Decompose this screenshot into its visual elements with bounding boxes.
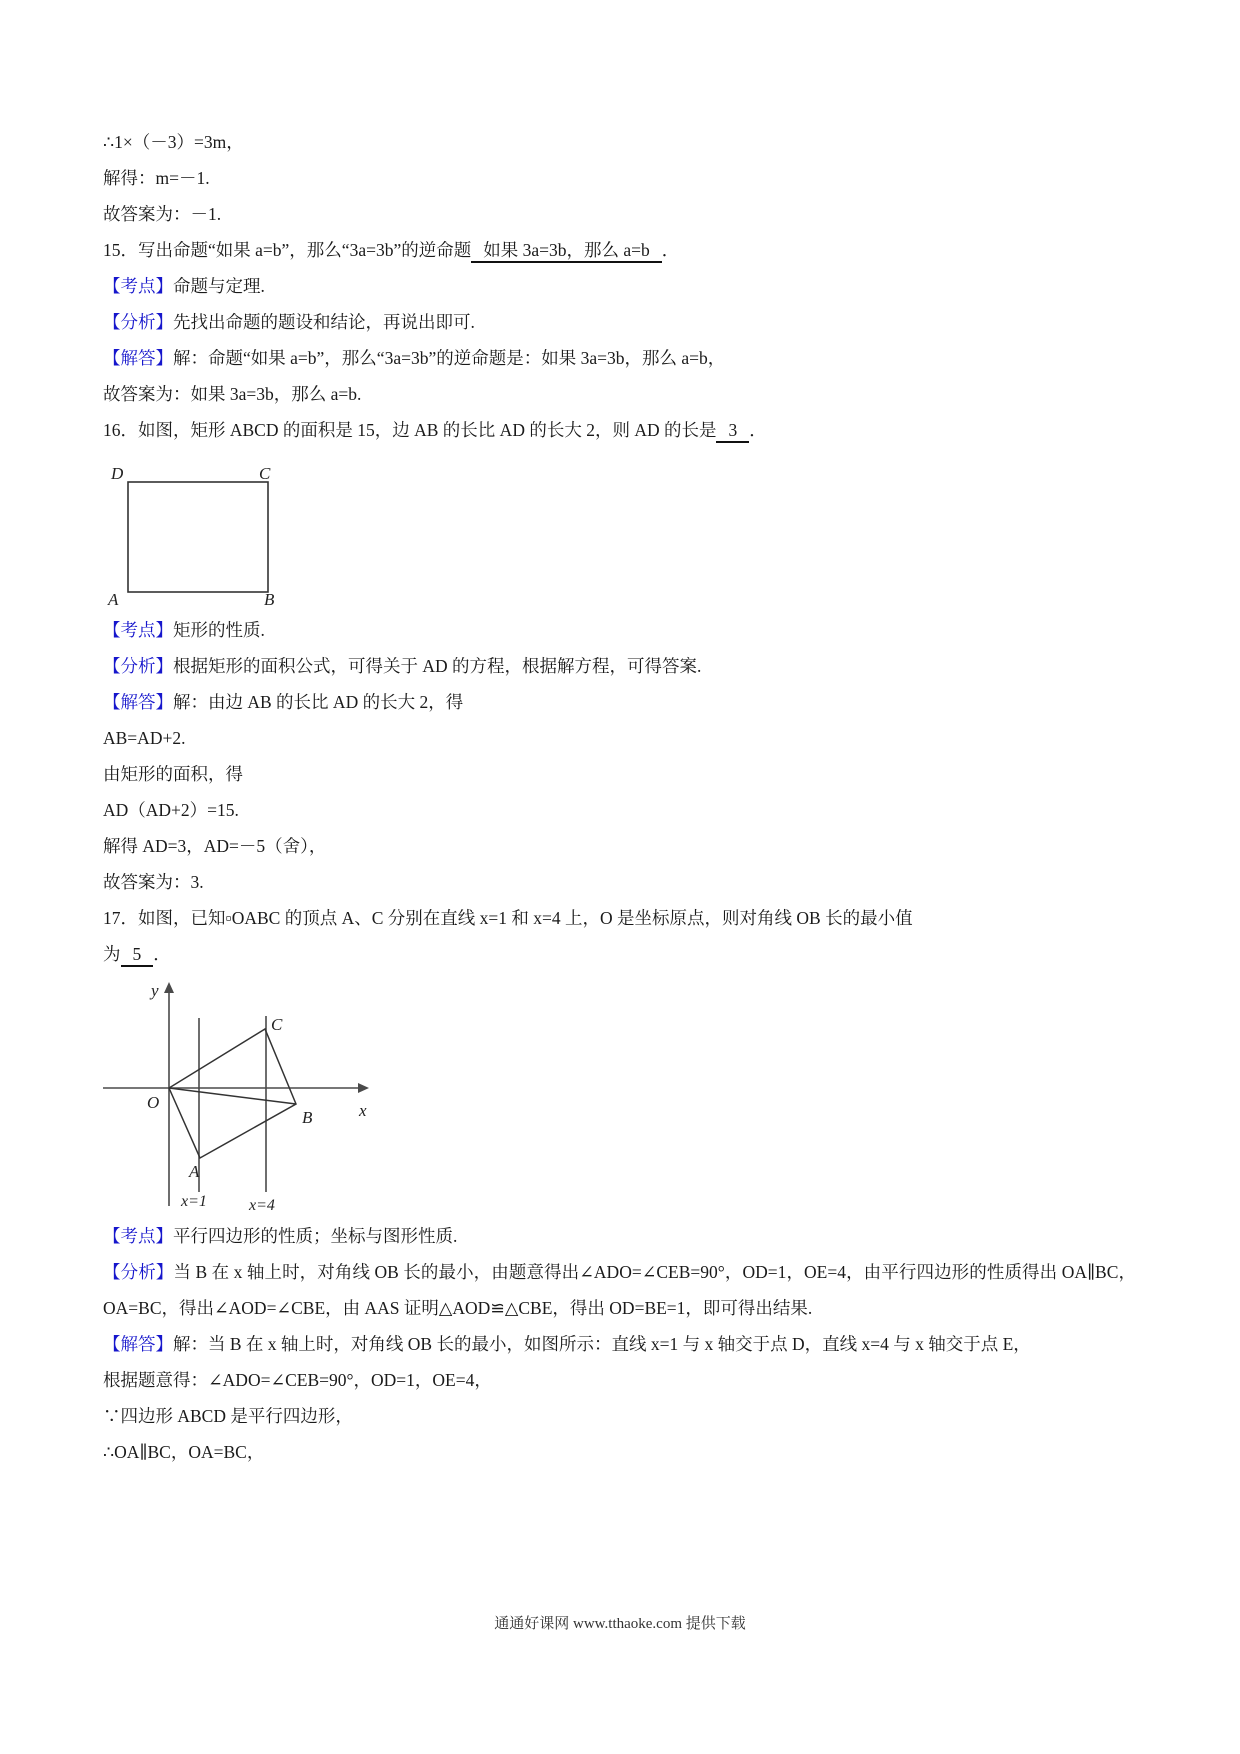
prev-solution-line: 解得：m=－1. (103, 168, 210, 188)
jieda-label: 【解答】 (103, 692, 173, 712)
q17-kaodian-text: 平行四边形的性质；坐标与图形性质. (173, 1226, 458, 1246)
q17-answer-blank: 5 (121, 943, 154, 967)
parallelogram-oabc-shape (169, 1029, 296, 1158)
q17-stem-text: 为 (103, 944, 121, 964)
kaodian-label: 【考点】 (103, 1226, 173, 1246)
vertex-label-b: B (264, 590, 275, 608)
q16-kaodian (103, 612, 1136, 648)
q17-solution-line: ∴OA∥BC，OA=BC， (103, 1442, 265, 1462)
q15-conclusion: 故答案为：如果 3a=3b，那么 a=b. (103, 384, 362, 404)
q15-stem-period: ． (661, 240, 680, 260)
rectangle-diagram (103, 452, 308, 608)
vertex-label-a: A (189, 1162, 200, 1181)
vertex-label-d: D (111, 464, 124, 483)
q16-solution-line: 解得 AD=3，AD=－5（舍）， (103, 836, 327, 856)
q15-kaodian-text: 命题与定理. (173, 276, 265, 296)
q17-solution-line: 根据题意得：∠ADO=∠CEB=90°，OD=1，OE=4， (103, 1370, 492, 1390)
kaodian-label: 【考点】 (103, 276, 173, 296)
q16-stem (103, 412, 1136, 448)
q16-stem-text: 16．如图，矩形 ABCD 的面积是 15，边 AB 的长比 AD 的长大 2，则 AD 的长是 (103, 420, 717, 440)
parallelogram-coordinate-diagram (103, 976, 375, 1214)
q15-stem (103, 232, 1136, 268)
diagonal-ob (169, 1088, 296, 1104)
vertex-label-c: C (271, 1015, 283, 1034)
vertex-label-c: C (259, 464, 271, 483)
q17-kaodian (103, 1218, 1136, 1254)
q17-jieda-text: 解：当 B 在 x 轴上时，对角线 OB 长的最小，如图所示：直线 x=1 与 x 轴交于点 D，直线 x=4 与 x 轴交于点 E， (173, 1334, 1031, 1354)
rectangle-abcd-shape (128, 482, 268, 592)
q17-stem-period: ． (153, 944, 171, 964)
q16-figure-rectangle-abcd (103, 452, 1136, 608)
q17-figure-coordinate-diagram (103, 976, 1136, 1214)
q16-fenxi (103, 648, 1136, 684)
jieda-label: 【解答】 (103, 1334, 173, 1354)
document-content (103, 124, 1136, 1470)
line-label-x4: x=4 (249, 1197, 275, 1214)
q16-kaodian-text: 矩形的性质. (173, 620, 265, 640)
y-axis-arrow-icon (164, 982, 174, 993)
q17-jieda (103, 1326, 1136, 1362)
q17-fenxi-text: 当 B 在 x 轴上时，对角线 OB 长的最小，由题意得出∠ADO=∠CEB=90°，OD=1，OE=4，由平行四边形的性质得出 OA∥BC，OA=BC，得出∠AOD=∠CBE，由 AAS 证明△AOD≌△CBE，得出 OD=BE=1，即可得出结果. (103, 1262, 1137, 1318)
q16-solution-line: AD（AD+2）=15. (103, 800, 239, 820)
vertex-label-b: B (302, 1108, 313, 1127)
q17-stem-line2 (103, 936, 1136, 972)
q16-jieda-text: 解：由边 AB 的长比 AD 的长大 2，得 (173, 692, 464, 712)
q17-solution-line: ∵四边形 ABCD 是平行四边形， (103, 1406, 353, 1426)
axis-label-y: y (151, 981, 159, 1000)
q17-stem-line1: 17．如图，已知▫OABC 的顶点 A、C 分别在直线 x=1 和 x=4 上，O 是坐标原点，则对角线 OB 长的最小值 (103, 908, 913, 928)
x-axis-arrow-icon (358, 1083, 369, 1093)
fenxi-label: 【分析】 (103, 656, 173, 676)
jieda-label: 【解答】 (103, 348, 173, 368)
q15-jieda-text: 解：命题“如果 a=b”，那么“3a=3b”的逆命题是：如果 3a=3b，那么 a=b， (173, 348, 726, 368)
prev-solution-line: 故答案为：－1. (103, 204, 222, 224)
q15-answer-blank: 如果 3a=3b，那么 a=b (471, 239, 662, 263)
q16-solution-line: 由矩形的面积，得 (103, 764, 243, 784)
q16-stem-period: ． (749, 420, 767, 440)
page-footer: 通通好课网 www.tthaoke.com 提供下载 (494, 1616, 746, 1632)
kaodian-label: 【考点】 (103, 620, 173, 640)
q15-stem-text: 15．写出命题“如果 a=b”，那么“3a=3b”的逆命题 (103, 240, 472, 260)
fenxi-label: 【分析】 (103, 312, 173, 332)
origin-label-o: O (147, 1093, 160, 1112)
axis-label-x: x (359, 1101, 367, 1120)
q16-solution-line: 故答案为：3. (103, 872, 204, 892)
q15-jieda (103, 340, 1136, 376)
q15-kaodian (103, 268, 1136, 304)
fenxi-label: 【分析】 (103, 1262, 174, 1282)
q16-solution-line: AB=AD+2. (103, 728, 186, 748)
q16-fenxi-text: 根据矩形的面积公式，可得关于 AD 的方程，根据解方程，可得答案. (173, 656, 702, 676)
q16-answer-blank: 3 (716, 419, 749, 443)
q15-fenxi (103, 304, 1136, 340)
prev-solution-line: ∴1×（－3）=3m， (103, 132, 244, 152)
line-label-x1: x=1 (181, 1193, 207, 1210)
q16-jieda (103, 684, 1136, 720)
q17-fenxi (103, 1254, 1136, 1326)
vertex-label-a: A (108, 590, 119, 608)
q15-fenxi-text: 先找出命题的题设和结论，再说出即可. (173, 312, 475, 332)
